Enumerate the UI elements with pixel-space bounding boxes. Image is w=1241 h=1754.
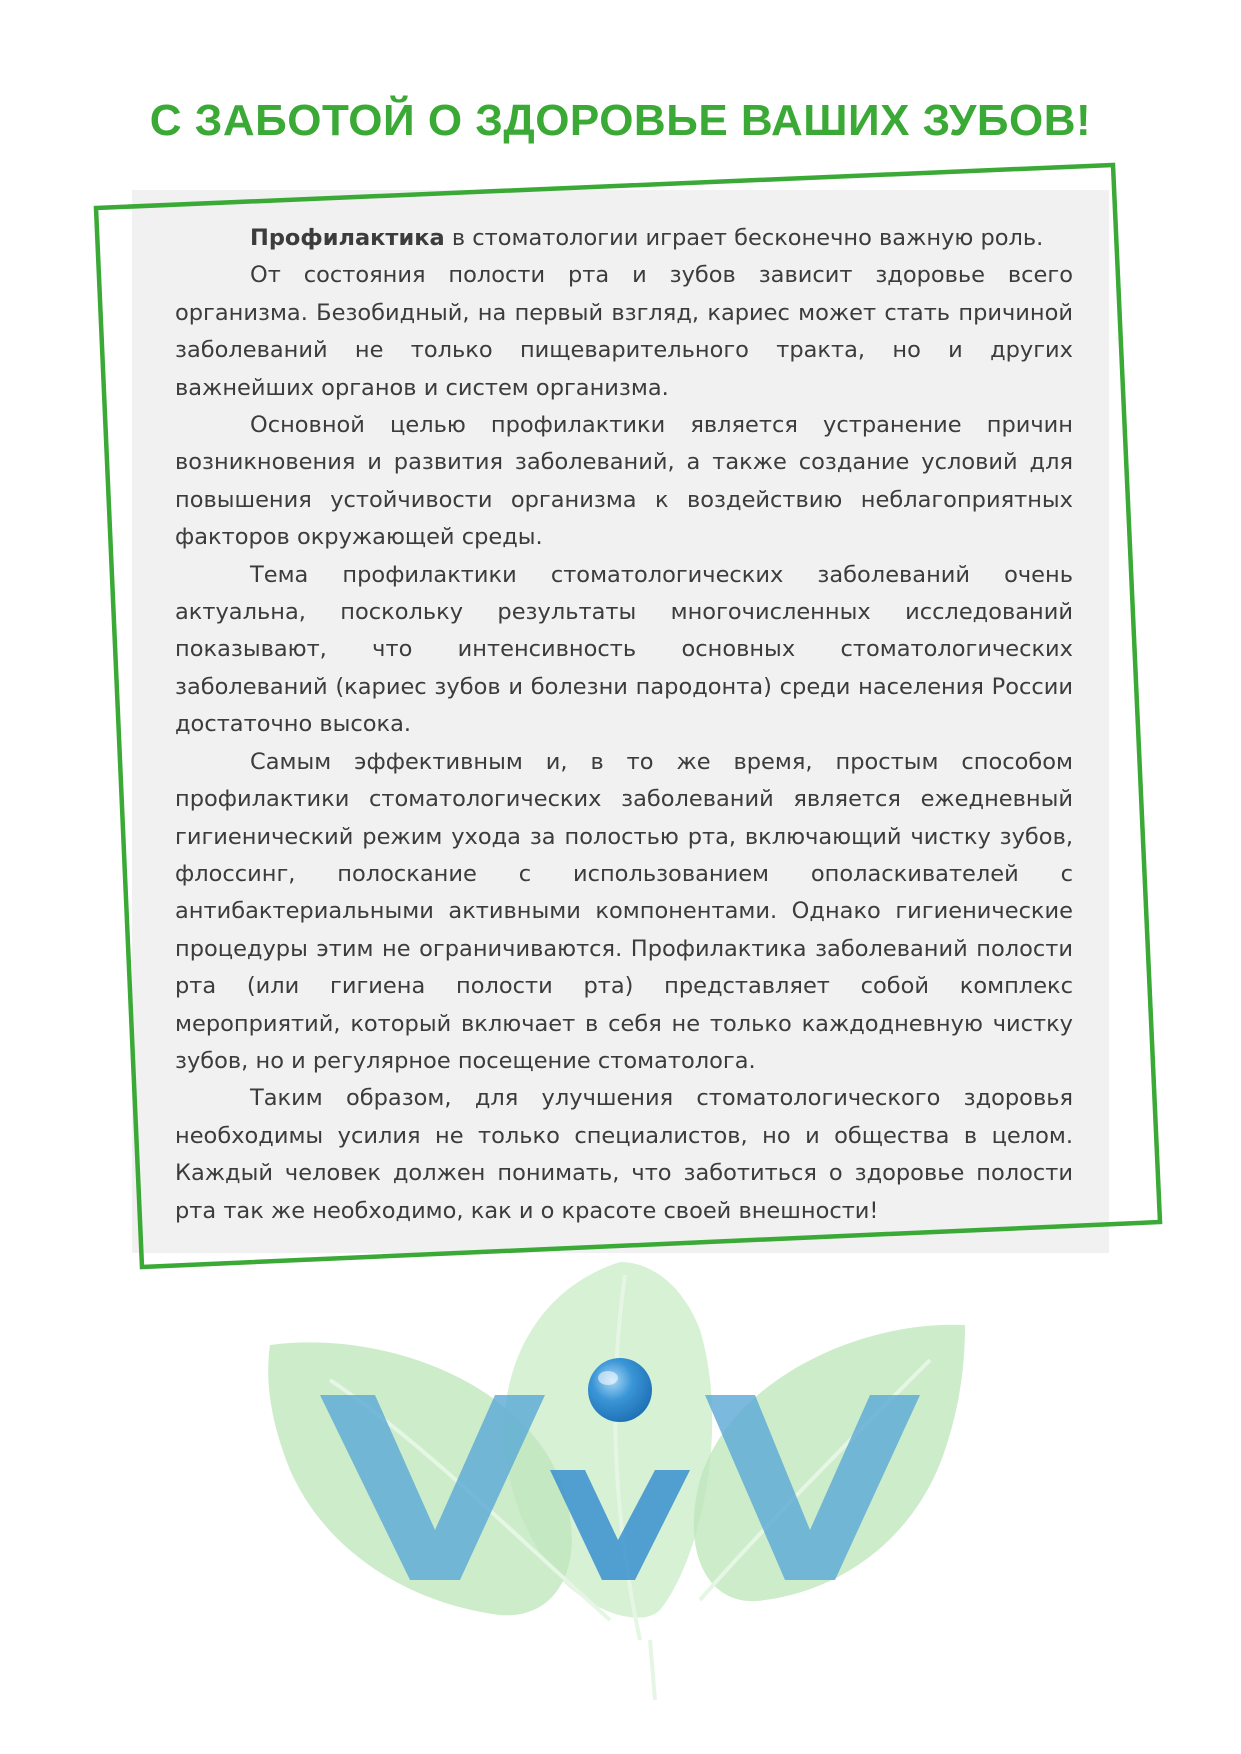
body-paragraph: От состояния полости рта и зубов зависит здоровье всего организма. Безобидный, на первый взгляд, кариес может стать причиной заболеваний не только пищеварительного тракта, но и других важнейших органов и систем организма.: [175, 262, 1073, 401]
body-paragraph: Самым эффективным и, в то же время, простым способом профилактики стоматологических заболеваний является ежедневный гигиенический режим ухода за полостью рта, включающий чистку зубов, флоссинг, полоскание с использованием ополаскивателей с антибактериальными активными компонентами. Однако гигиенические процедуры этим не ограничиваются. Профилактика заболеваний полости рта (или гигиена полости рта) представляет собой комплекс мероприятий, который включает в себя не только каждодневную чистку зубов, но и регулярное посещение стоматолога.: [175, 748, 1073, 1074]
body-paragraph: Тема профилактики стоматологических заболеваний очень актуальна, поскольку результаты многочисленных исследований показывают, что интенсивность основных стоматологических заболеваний (кариес зубов и болезни пародонта) среди населения России достаточно высока.: [175, 561, 1073, 738]
intro-rest: в стоматологии играет бесконечно важную роль.: [444, 225, 1044, 251]
page-title: С ЗАБОТОЙ О ЗДОРОВЬЕ ВАШИХ ЗУБОВ!: [149, 96, 1092, 145]
blue-ball: [588, 1358, 652, 1422]
body-paragraph: Таким образом, для улучшения стоматологического здоровья необходимы усилия не только специалистов, но и общества в целом. Каждый человек должен понимать, что заботиться о здоровье полости рта так же необходимо, как и о красоте своей внешности!: [175, 1085, 1073, 1224]
body-paragraph: Основной целью профилактики является устранение причин возникновения и развития заболеваний, а также создание условий для повышения устойчивости организма к воздействию неблагоприятных факторов окружающей среды.: [175, 412, 1073, 551]
intro-lead: Профилактика: [250, 225, 445, 251]
